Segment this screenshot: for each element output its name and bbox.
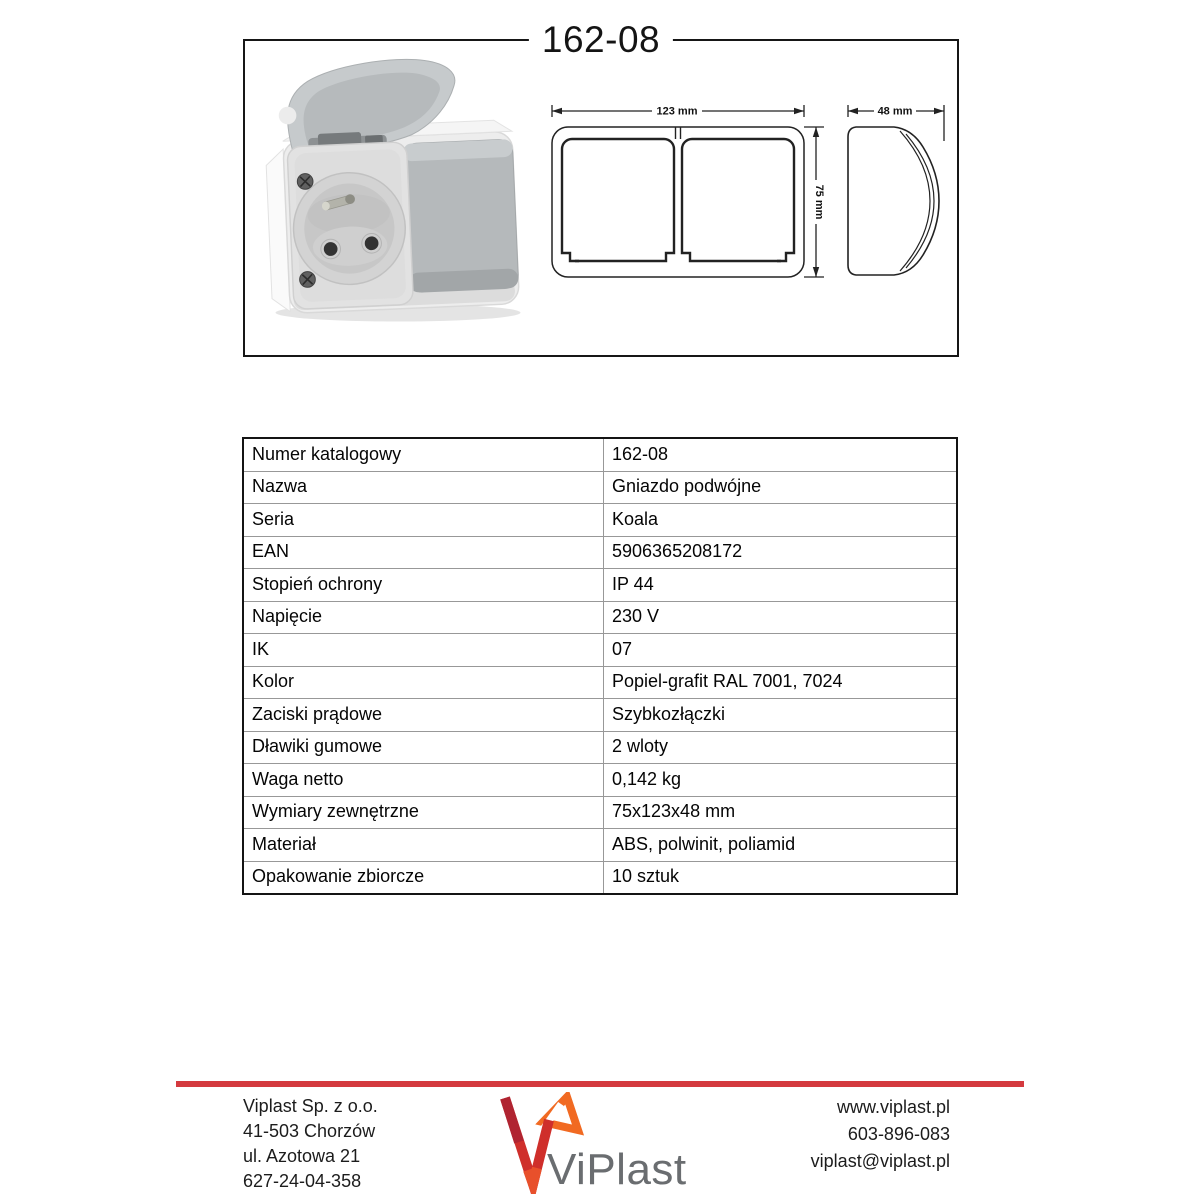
closed-lid [395,139,519,293]
company-phone: 627-24-04-358 [243,1171,362,1191]
product-figure-frame [243,19,959,357]
height-dimension-label: 75 mm [813,184,825,220]
spec-label: Waga netto [243,764,604,797]
spec-label: IK [243,634,604,667]
spec-row [243,666,957,699]
spec-value: ABS, polwinit, poliamid [604,829,958,862]
spec-value: 2 wloty [604,731,958,764]
company-city: 41-503 Chorzów [243,1121,376,1141]
spec-row [243,861,957,894]
socket-module [287,142,414,310]
spec-value: Popiel-grafit RAL 7001, 7024 [604,666,958,699]
product-photo [251,51,545,347]
spec-row [243,829,957,862]
contact-email: viplast@viplast.pl [810,1151,950,1171]
company-name: Viplast Sp. z o.o. [243,1096,378,1116]
socket-body [262,55,520,315]
spec-row [243,634,957,667]
contact-phone: 603-896-083 [847,1124,950,1144]
spec-value: 75x123x48 mm [604,796,958,829]
spec-label: Numer katalogowy [243,438,604,471]
spec-row [243,471,957,504]
spec-label: Seria [243,504,604,537]
spec-label: EAN [243,536,604,569]
spec-value: Koala [604,504,958,537]
viplast-logo [495,1092,705,1196]
depth-dimension-label: 48 mm [877,105,913,118]
spec-label: Stopień ochrony [243,569,604,602]
spec-label: Zaciski prądowe [243,699,604,732]
spec-label: Nazwa [243,471,604,504]
spec-value: 10 sztuk [604,861,958,894]
spec-value: 162-08 [604,438,958,471]
spec-label: Opakowanie zbiorcze [243,861,604,894]
spec-row [243,504,957,537]
spec-value: Gniazdo podwójne [604,471,958,504]
contact-website: www.viplast.pl [836,1097,950,1117]
spec-label: Wymiary zewnętrzne [243,796,604,829]
spec-row [243,536,957,569]
spec-row [243,796,957,829]
spec-row [243,569,957,602]
spec-label: Materiał [243,829,604,862]
contact-info [811,1094,950,1175]
spec-value: Szybkozłączki [604,699,958,732]
spec-value: 07 [604,634,958,667]
spec-row [243,731,957,764]
viplast-logo-text: ViPlast [547,1145,687,1194]
page-title: 162-08 [529,20,673,60]
company-street: ul. Azotowa 21 [243,1146,361,1166]
dimension-drawing [548,103,950,321]
spec-row [243,699,957,732]
spec-label: Napięcie [243,601,604,634]
spec-row [243,438,957,471]
company-address [243,1094,378,1194]
spec-value: 0,142 kg [604,764,958,797]
spec-table [242,437,958,895]
side-view [848,127,939,275]
spec-value: 5906365208172 [604,536,958,569]
footer-accent-bar [176,1081,1024,1087]
spec-value: IP 44 [604,569,958,602]
spec-row [243,764,957,797]
spec-value: 230 V [604,601,958,634]
spec-row [243,601,957,634]
front-view [552,127,804,277]
spec-label: Dławiki gumowe [243,731,604,764]
width-dimension-label: 123 mm [656,105,698,118]
spec-label: Kolor [243,666,604,699]
